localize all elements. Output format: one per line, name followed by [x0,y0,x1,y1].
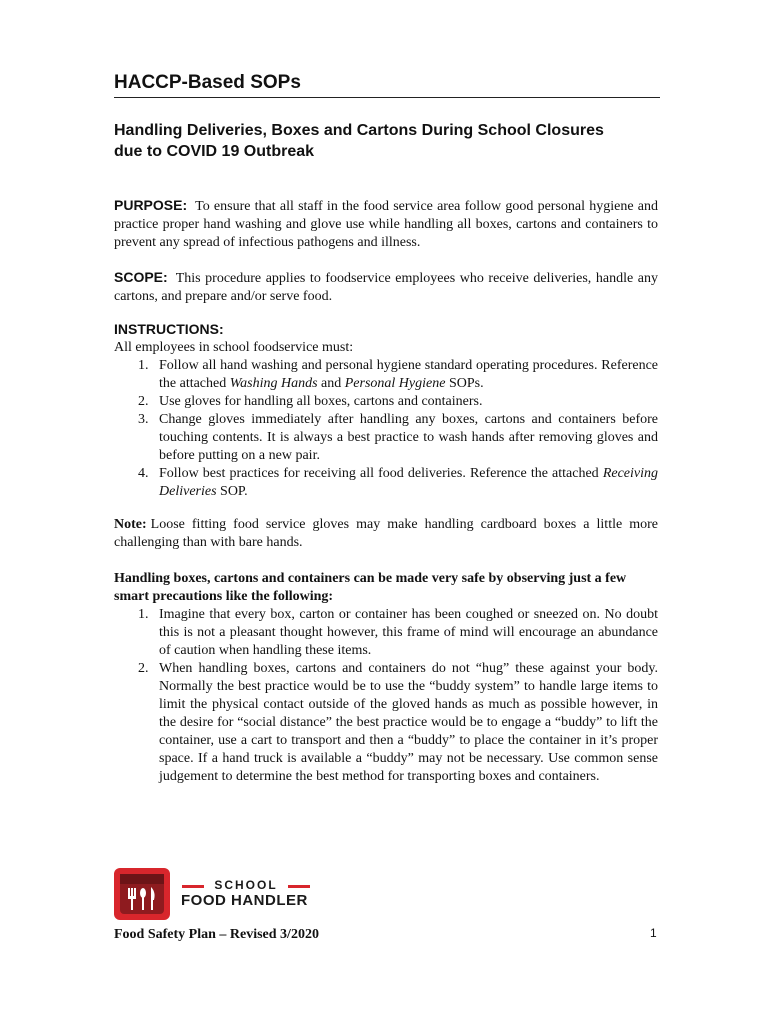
subtitle-line-2: due to COVID 19 Outbreak [114,143,315,160]
list-item-number: 1. [138,607,149,622]
instructions-heading: INSTRUCTIONS: [114,321,224,337]
logo-food-handler-text: FOOD HANDLER [181,892,308,909]
precautions-list [114,606,658,786]
list-item-text: SOPs. [445,376,484,391]
instructions-intro: All employees in school foodservice must: [114,340,354,355]
scope-label: SCOPE: [114,269,168,285]
document-title: HACCP-Based SOPs [114,72,660,98]
list-item-number: 1. [138,358,149,373]
list-item-text: and [317,376,345,391]
list-item-text: Imagine that every box, carton or container has been coughed or sneezed on. No doubt this is not a pleasant thought however, this frame of mind will encourage an abundance of caution when handling these items. [159,607,658,658]
list-item-text: SOP. [216,484,248,499]
list-item [114,411,658,465]
document-subtitle [114,120,674,162]
scope-text: This procedure applies to foodservice employees who receive deliveries, handle any cartons, and prepare and/or serve food. [114,271,658,304]
list-item-number: 4. [138,466,149,481]
utensils-logo-icon [114,868,170,920]
subtitle-line-1: Handling Deliveries, Boxes and Cartons During School Closures [114,122,604,139]
school-food-handler-logo [114,868,314,920]
document-reference: Receiving Deliveries [159,466,658,499]
list-item [114,465,658,501]
list-item [114,393,658,411]
note-text: Loose fitting food service gloves may make handling cardboard boxes a little more challenging than with bare hands. [114,517,658,550]
document-reference: Washing Hands [229,376,318,391]
page-number: 1 [650,926,657,940]
list-item-number: 2. [138,394,149,409]
note-label: Note: [114,517,147,532]
list-item-text: When handling boxes, cartons and containers do not “hug” these against your body. Normally the best practice would be to use the “buddy system” to handle large items to limit the physical contact outside of the gloved hands as much as possible however, in the desire for “social distance” the best practice would be to engage a “buddy” to lift the container, use a cart to transport and then a “buddy” to place the container in it’s proper space. If a hand truck is available a “buddy” may not be necessary. Use common sense judgement to determine the best method for transporting boxes and containers. [159,661,658,784]
list-item [114,357,658,393]
list-item-text: Change gloves immediately after handling any boxes, cartons and containers before touching contents. It is always a best practice to wash hands after removing gloves and before putting on a new pair. [159,412,658,463]
list-item-text: Use gloves for handling all boxes, cartons and containers. [159,394,483,409]
list-item-text: Follow all hand washing and personal hygiene standard operating procedures. Reference the attached [159,358,658,391]
purpose-text: To ensure that all staff in the food service area follow good personal hygiene and practice proper hand washing and glove use while handling all boxes, cartons and containers to prevent any spread of infectious pathogens and illness. [114,199,658,250]
logo-school-text: SCHOOL [182,878,310,892]
document-reference: Personal Hygiene [344,376,446,391]
note-section [114,516,658,552]
list-item-text: Follow best practices for receiving all food deliveries. Reference the attached [159,466,603,481]
list-item [114,606,658,660]
list-item-number: 2. [138,661,149,676]
list-item-number: 3. [138,412,149,427]
precautions-heading: Handling boxes, cartons and containers can be made very safe by observing just a few smart precautions like the following: [114,571,627,604]
instructions-list [114,357,658,501]
purpose-label: PURPOSE: [114,197,188,213]
purpose-section [114,196,658,252]
scope-section [114,268,658,306]
footer-revision: Food Safety Plan – Revised 3/2020 [114,927,319,942]
list-item [114,660,658,786]
